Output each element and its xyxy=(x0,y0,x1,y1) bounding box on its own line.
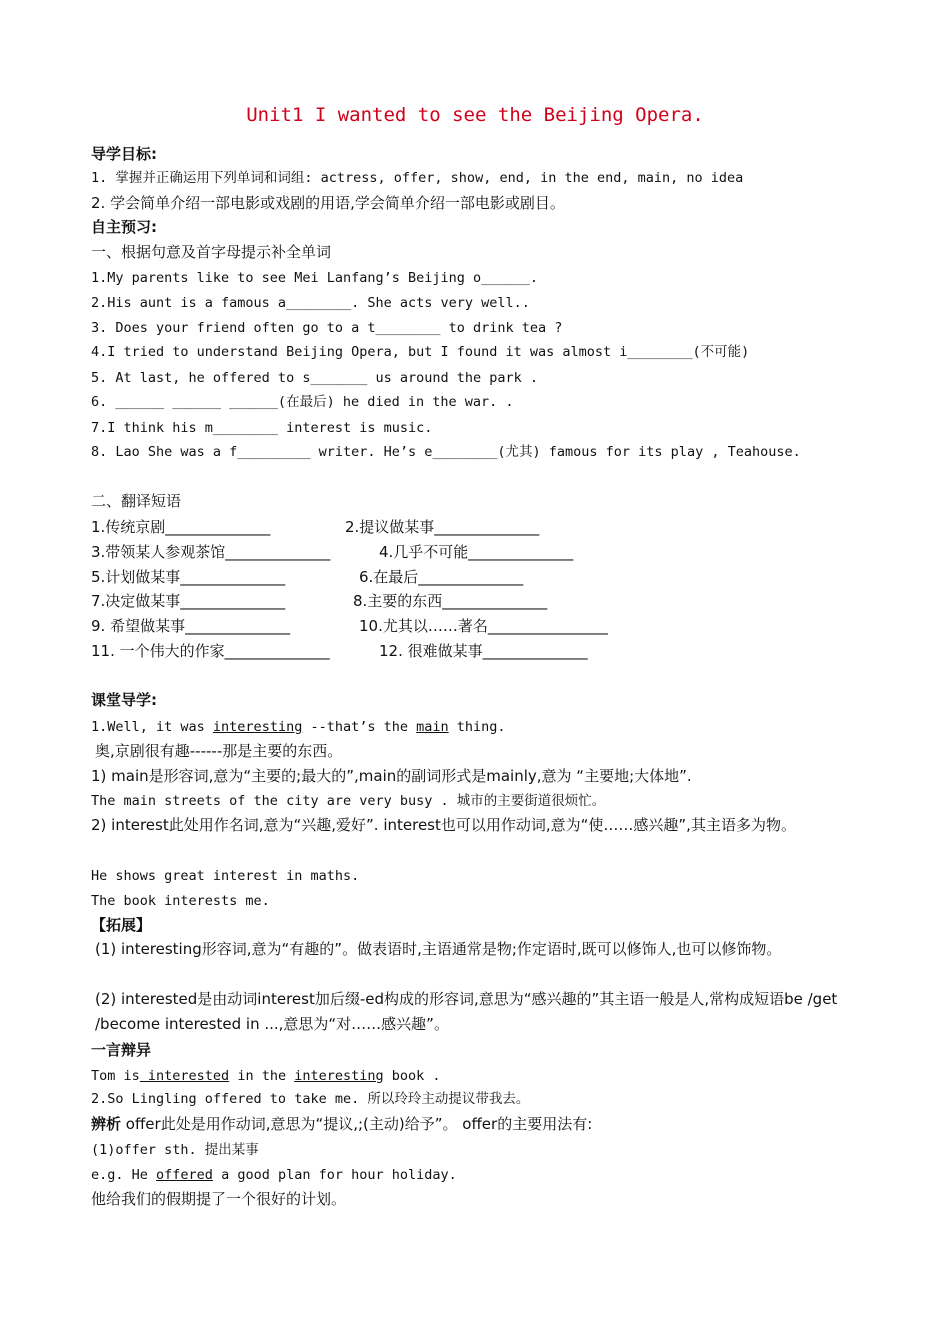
note-2-example: The book interests me. xyxy=(91,893,270,909)
example-translation: 他给我们的假期提了一个很好的计划。 xyxy=(91,1190,347,1208)
sentence-1 xyxy=(91,717,506,737)
underlined-word: offered xyxy=(156,1167,213,1183)
underlined-word: interesting xyxy=(212,719,303,735)
extension-2: (2) interested是由动词interest加后缀-ed构成的形容词,意思为“感兴趣的”其主语一般是人,常构成短语be /get /become interested in ...,意思为“对……感兴趣”。 xyxy=(95,990,838,1033)
part2-heading: 二、翻译短语 xyxy=(91,492,182,510)
difference-part: book . xyxy=(383,1068,441,1084)
extension-1: (1) interesting形容词,意为“有趣的”。做表语时,主语通常是物;作定语时,既可以修饰人,也可以修饰物。 xyxy=(95,940,782,958)
goal-1: 1. 掌握并正确运用下列单词和词组: actress, offer, show, end, in the end, main, no idea xyxy=(91,170,744,186)
fill-item: 6. ______ ______ ______(在最后) he died in the war. . xyxy=(91,394,514,410)
example-part: e.g. He xyxy=(91,1167,157,1183)
sentence-1-part: 1.Well, it was xyxy=(91,719,213,735)
extension-heading: 【拓展】 xyxy=(91,916,152,934)
fill-item: 1.My parents like to see Mei Lanfang’s Beijing o______. xyxy=(91,270,539,286)
phrase-item: 9. 希望做某事______________ xyxy=(91,617,291,635)
phrase-item: 2.提议做某事______________ xyxy=(345,518,540,536)
analysis-line xyxy=(91,1114,592,1134)
difference-part: in the xyxy=(229,1068,295,1084)
fill-item: 7.I think his m________ interest is music. xyxy=(91,420,433,436)
phrase-item: 10.尤其以……著名________________ xyxy=(359,617,608,635)
fill-item: 3. Does your friend often go to a t________ to drink tea ? xyxy=(91,320,563,336)
page-title: Unit1 I wanted to see the Beijing Opera. xyxy=(246,104,704,126)
usage-1: (1)offer sth. 提出某事 xyxy=(91,1142,259,1158)
example-part: a good plan for hour holiday. xyxy=(212,1167,457,1183)
underlined-word: interesting xyxy=(294,1068,384,1084)
sentence-1-translation: 奥,京剧很有趣------那是主要的东西。 xyxy=(95,742,343,760)
sentence-1-part: thing. xyxy=(448,719,506,735)
note-2: 2) interest此处用作名词,意为“兴趣,爱好”. interest也可以用作动词,意为“使……感兴趣”,其主语多为物。 xyxy=(91,816,796,834)
phrase-item: 6.在最后______________ xyxy=(359,568,524,586)
example-sentence xyxy=(91,1165,457,1185)
phrase-item: 11. 一个伟大的作家______________ xyxy=(91,642,330,660)
goals-heading: 导学目标: xyxy=(91,145,157,163)
phrase-item: 7.决定做某事______________ xyxy=(91,592,286,610)
analysis-label: 辨析 xyxy=(91,1115,122,1133)
fill-item: 2.His aunt is a famous a________. She acts very well.. xyxy=(91,295,530,311)
underlined-word: main xyxy=(416,719,449,735)
phrase-item: 12. 很难做某事______________ xyxy=(379,642,588,660)
lesson-heading: 课堂导学: xyxy=(91,691,157,709)
goal-2: 2. 学会简单介绍一部电影或戏剧的用语,学会简单介绍一部电影或剧目。 xyxy=(91,194,565,212)
part1-heading: 一、根据句意及首字母提示补全单词 xyxy=(91,243,332,261)
difference-sentence xyxy=(91,1066,441,1086)
note-1: 1) main是形容词,意为“主要的;最大的”,main的副词形式是mainly,意为 “主要地;大体地”. xyxy=(91,767,692,785)
preview-heading: 自主预习: xyxy=(91,218,157,236)
phrase-item: 5.计划做某事______________ xyxy=(91,568,286,586)
phrase-item: 1.传统京剧______________ xyxy=(91,518,271,536)
note-2-example: He shows great interest in maths. xyxy=(91,868,360,884)
note-1-example: The main streets of the city are very busy . 城市的主要街道很烦忙。 xyxy=(91,793,606,809)
analysis-text: offer此处是用作动词,意思为“提议,;(主动)给予”。 offer的主要用法有: xyxy=(121,1115,593,1133)
fill-item: 5. At last, he offered to s_______ us around the park . xyxy=(91,370,539,386)
sentence-1-part: --that’s the xyxy=(302,719,417,735)
difference-part: Tom is xyxy=(91,1068,140,1084)
phrase-item: 3.带领某人参观茶馆______________ xyxy=(91,543,331,561)
fill-item: 8. Lao She was a f_________ writer. He’s e________(尤其) famous for its play , Teahouse. xyxy=(91,444,801,460)
fill-item: 4.I tried to understand Beijing Opera, but I found it was almost i________(不可能) xyxy=(91,344,750,360)
phrase-item: 8.主要的东西______________ xyxy=(353,592,548,610)
phrase-item: 4.几乎不可能______________ xyxy=(379,543,574,561)
sentence-2: 2.So Lingling offered to take me. 所以玲玲主动提议带我去。 xyxy=(91,1091,530,1107)
difference-heading: 一言辩异 xyxy=(91,1041,152,1059)
underlined-word: interested xyxy=(139,1068,230,1084)
